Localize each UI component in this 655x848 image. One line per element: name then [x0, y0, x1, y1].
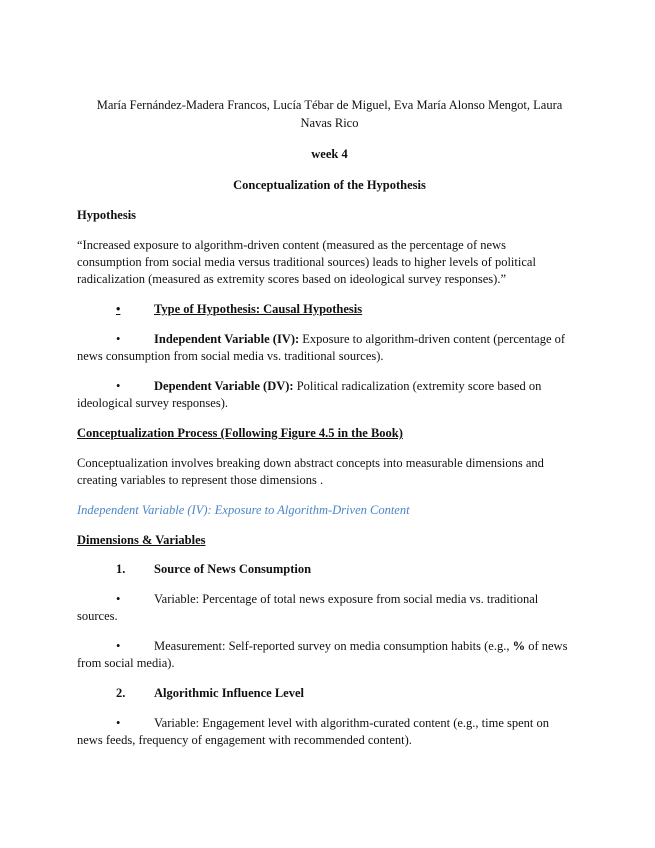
- bullet: •: [116, 716, 121, 730]
- bullet: •: [116, 592, 121, 606]
- dim2-variable-cont: news feeds, frequency of engagement with recommended content).: [77, 733, 412, 747]
- hypothesis-line: radicalization (measured as extremity scores based on ideological survey responses).”: [77, 272, 507, 286]
- dimension-label: Source of News Consumption: [154, 562, 312, 576]
- process-text: creating variables to represent those dimensions .: [77, 473, 324, 487]
- week-label: week 4: [311, 147, 348, 161]
- dim2-variable-text: Variable: Engagement level with algorithm-curated content (e.g., time spent on: [154, 716, 550, 730]
- iv-text-cont: news consumption from social media vs. traditional sources).: [77, 349, 384, 363]
- dim1-variable-cont: sources.: [77, 609, 118, 623]
- hypothesis-type-label: Type of Hypothesis: Causal Hypothesis: [154, 302, 363, 316]
- dv-text: Political radicalization (extremity score based on: [293, 379, 542, 393]
- dv-text-cont: ideological survey responses).: [77, 396, 229, 410]
- page-title: Conceptualization of the Hypothesis: [233, 178, 426, 192]
- percent-sign: %: [512, 639, 526, 653]
- authors-line-1: María Fernández-Madera Francos, Lucía Tébar de Miguel, Eva María Alonso Mengot, Laura: [96, 98, 563, 112]
- process-text: Conceptualization involves breaking down abstract concepts into measurable dimensions and: [77, 456, 544, 470]
- dim1-measurement-text-end: of news: [525, 639, 568, 653]
- dim1-measurement-cont: from social media).: [77, 656, 175, 670]
- dimension-label: Algorithmic Influence Level: [154, 686, 304, 700]
- hypothesis-line: consumption from social media versus traditional sources) leads to higher levels of political: [77, 255, 536, 269]
- iv-section-heading: Independent Variable (IV): Exposure to Algorithm-Driven Content: [77, 503, 410, 517]
- dv-label: Dependent Variable (DV):: [154, 379, 294, 393]
- dimension-number: 1.: [116, 562, 126, 576]
- iv-label: Independent Variable (IV):: [154, 332, 300, 346]
- hypothesis-heading: Hypothesis: [77, 208, 137, 222]
- dimension-number: 2.: [116, 686, 126, 700]
- dimensions-heading: Dimensions & Variables: [77, 533, 206, 547]
- dim1-variable-text: Variable: Percentage of total news exposure from social media vs. traditional: [154, 592, 539, 606]
- process-heading: Conceptualization Process (Following Figure 4.5 in the Book): [77, 426, 403, 440]
- dim1-measurement-text: Measurement: Self-reported survey on media consumption habits (e.g.,: [154, 639, 513, 653]
- iv-text: Exposure to algorithm-driven content (percentage of: [299, 332, 566, 346]
- bullet: •: [116, 639, 121, 653]
- hypothesis-line: “Increased exposure to algorithm-driven content (measured as the percentage of news: [77, 238, 506, 252]
- bullet: •: [116, 332, 121, 346]
- bullet: •: [116, 302, 121, 316]
- bullet: •: [116, 379, 121, 393]
- authors-line-2: Navas Rico: [300, 116, 359, 130]
